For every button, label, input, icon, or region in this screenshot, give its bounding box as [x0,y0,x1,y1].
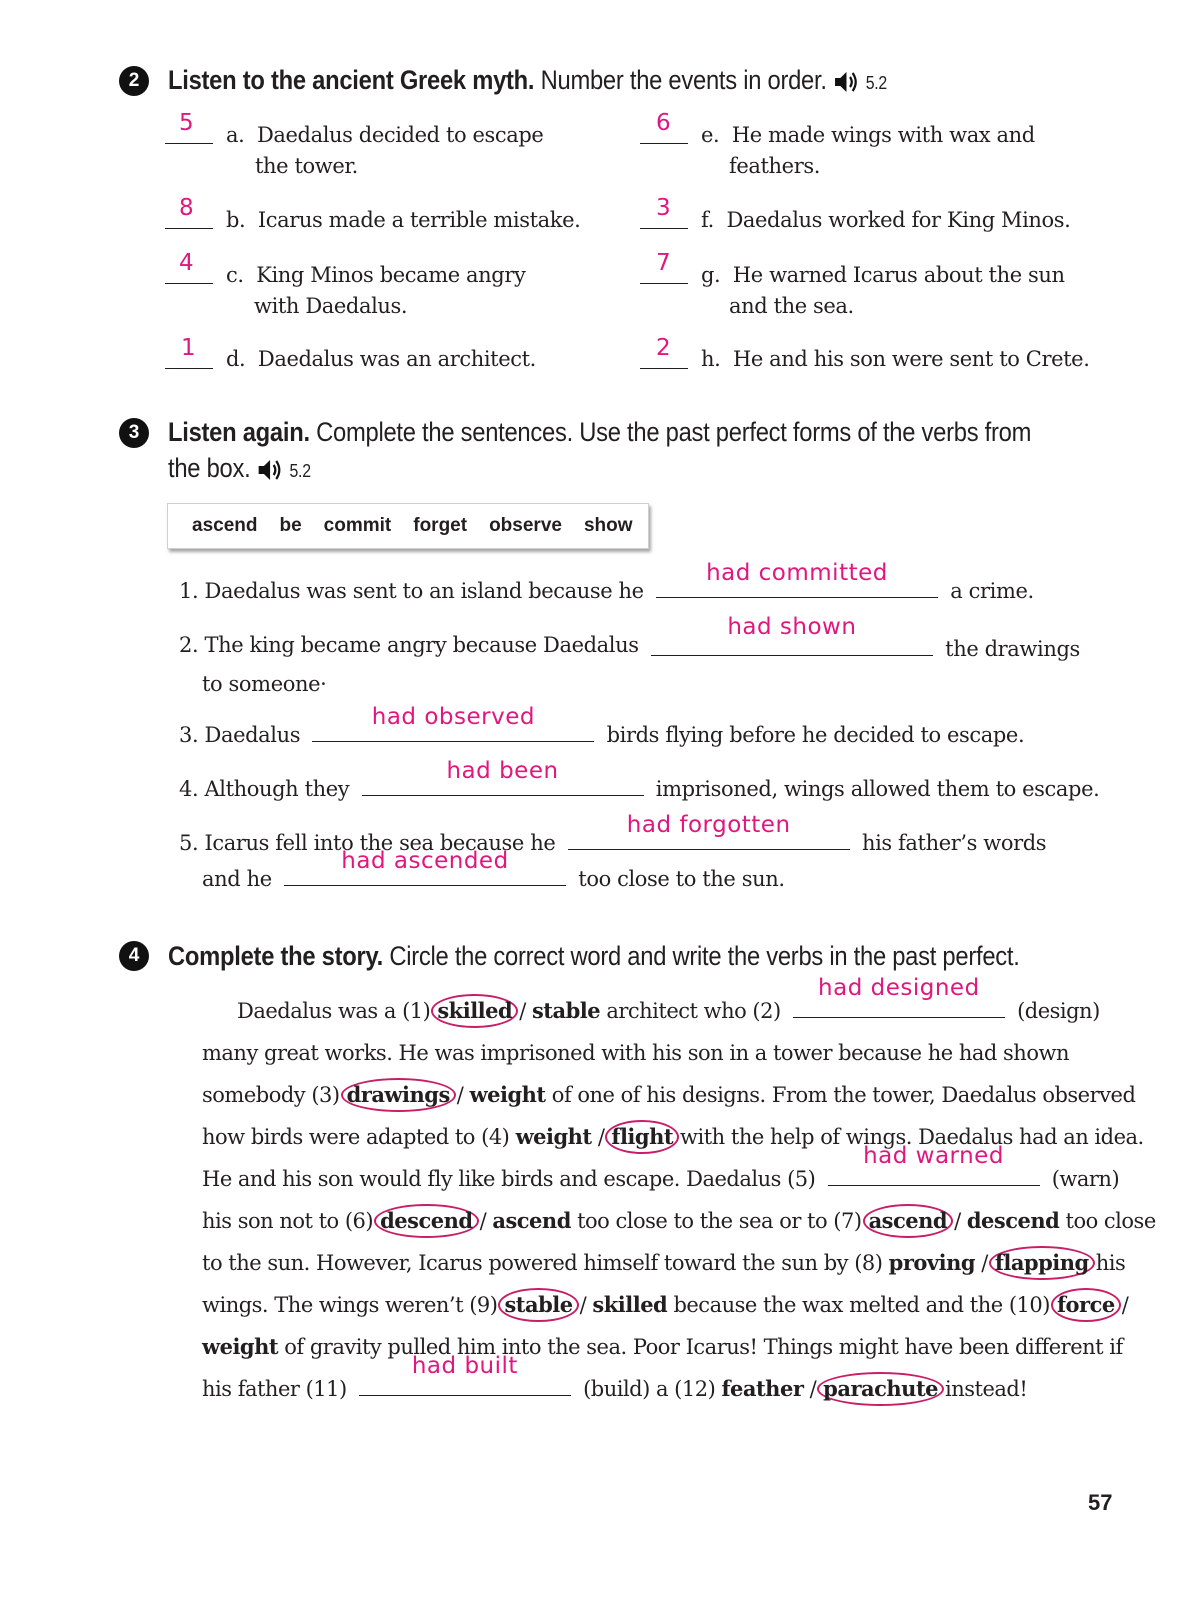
event-item: h. He and his son were sent to Crete. [701,347,1090,371]
option-word[interactable]: weight [202,1334,279,1359]
word-box [167,503,649,549]
option-word[interactable]: skilled [592,1292,668,1317]
circled-word[interactable]: drawings [341,1078,456,1112]
answer-blank[interactable] [640,110,688,144]
handwritten-answer: 7 [656,250,672,276]
handwritten-answer: 4 [179,250,195,276]
title-rest: Complete the sentences. Use the past perfect forms of the verbs from [316,417,1032,447]
exercise-2-badge [119,66,149,96]
word-box-item: ascend [192,515,258,536]
event-item-line2: with Daedalus. [254,294,408,318]
handwritten-answer: had ascended [341,848,509,874]
circled-word[interactable]: flight [605,1120,679,1154]
handwritten-answer: had designed [818,975,980,1001]
exercise-3-title-line2: the box. 5.2 [168,453,311,483]
exercise-4-badge [119,941,149,971]
answer-blank[interactable] [362,758,644,796]
handwritten-answer: had been [446,758,559,784]
circled-word[interactable]: skilled [431,994,518,1028]
audio-speaker-icon[interactable] [833,69,859,95]
event-item-line2: and the sea. [729,294,854,318]
answer-blank[interactable] [640,195,688,229]
circled-word[interactable]: flapping [989,1246,1095,1280]
audio-track-number: 5.2 [289,461,311,481]
answer-blank[interactable] [828,1143,1040,1186]
option-word[interactable]: weight [515,1124,592,1149]
answer-blank[interactable] [165,250,213,284]
circled-word[interactable]: parachute [817,1372,944,1406]
exercise-number: 2 [128,70,140,91]
word-box-item: show [583,515,633,536]
story-line-2: many great works. He was imprisoned with his son in a tower because he had shown [202,1041,1069,1065]
event-item-line2: the tower. [255,154,358,178]
word-box-item: be [279,515,302,536]
handwritten-answer: 2 [656,335,672,361]
title-rest: Number the events in order. [540,65,827,95]
circled-word[interactable]: force [1051,1288,1121,1322]
title-bold: Listen to the ancient Greek myth. [168,65,535,95]
audio-speaker-icon[interactable] [257,457,283,483]
title-rest: Circle the correct word and write the verbs in the past perfect. [389,941,1020,971]
sentence-5-line2: and he had ascended too close to the sun. [202,848,785,891]
story-line-6: his son not to (6) descend / ascend too close to the sea or to (7) ascend / descend too close [202,1200,1156,1242]
sentence-2-line2: to someone· [202,672,327,696]
circled-word[interactable]: ascend [863,1204,954,1238]
answer-blank[interactable] [165,195,213,229]
event-item: b. Icarus made a terrible mistake. [226,208,581,232]
answer-blank[interactable] [568,812,850,850]
sentence-3: 3. Daedalus had observed birds flying before he decided to escape. [179,704,1025,747]
answer-blank[interactable] [640,250,688,284]
exercise-number: 3 [128,422,140,443]
story-line-1: Daedalus was a (1) skilled / stable architect who (2) had designed (design) [237,990,1100,1032]
option-word[interactable]: proving [888,1250,976,1275]
answer-blank[interactable] [359,1353,571,1396]
audio-track-number: 5.2 [865,73,887,93]
word-box-item: observe [489,515,562,536]
circled-word[interactable]: descend [374,1204,478,1238]
option-word[interactable]: ascend [492,1208,571,1233]
exercise-3-badge [119,418,149,448]
handwritten-answer: had warned [863,1143,1004,1169]
event-item: d. Daedalus was an architect. [226,347,536,371]
handwritten-answer: had committed [706,560,888,586]
option-word[interactable]: feather [721,1376,804,1401]
story-line-10: his father (11) had built (build) a (12) feather / parachute instead! [202,1368,1027,1410]
story-line-8: wings. The wings weren’t (9) stable / skilled because the wax melted and the (10) force / [202,1284,1128,1326]
event-item: a. Daedalus decided to escape [226,123,544,147]
title-bold: Complete the story. [168,941,384,971]
exercise-number: 4 [128,945,140,966]
story-line-7: to the sun. However, Icarus powered himself toward the sun by (8) proving / flapping his [202,1242,1125,1284]
handwritten-answer: had built [411,1353,518,1379]
handwritten-answer: 6 [656,110,672,136]
story-line-3: somebody (3) drawings / weight of one of his designs. From the tower, Daedalus observed [202,1074,1135,1116]
story-line-9: weight of gravity pulled him into the sea. Poor Icarus! Things might have been different if [202,1334,1123,1359]
answer-blank[interactable] [284,848,566,886]
handwritten-answer: 1 [181,335,197,361]
option-word[interactable]: weight [469,1082,546,1107]
answer-blank[interactable] [165,110,213,144]
handwritten-answer: 5 [179,110,195,136]
handwritten-answer: had forgotten [626,812,791,838]
event-item-line2: feathers. [729,154,821,178]
answer-blank[interactable] [312,704,594,742]
sentence-1: 1. Daedalus was sent to an island because he had committed a crime. [179,560,1034,603]
circled-word[interactable]: stable [498,1288,578,1322]
answer-blank[interactable] [165,335,213,369]
sentence-2: 2. The king became angry because Daedalus had shown the drawings [179,614,1080,661]
event-item: g. He warned Icarus about the sun [701,263,1065,287]
option-word[interactable]: descend [966,1208,1060,1233]
event-item: f. Daedalus worked for King Minos. [701,208,1071,232]
event-item: e. He made wings with wax and [701,123,1035,147]
title-bold: Listen again. [168,417,310,447]
option-word[interactable]: stable [531,998,601,1023]
handwritten-answer: 3 [656,195,672,221]
answer-blank[interactable] [651,614,933,656]
word-box-item: forget [413,515,468,536]
story-line-5: He and his son would fly like birds and escape. Daedalus (5) had warned (warn) [202,1158,1119,1200]
answer-blank[interactable] [640,335,688,369]
answer-blank[interactable] [656,560,938,598]
sentence-4: 4. Although they had been imprisoned, wings allowed them to escape. [179,758,1100,801]
exercise-2-title [168,64,887,96]
event-item: c. King Minos became angry [226,263,526,287]
sentence-5: 5. Icarus fell into the sea because he had forgotten his father’s words [179,812,1047,855]
story-line-4: how birds were adapted to (4) weight / flight with the help of wings. Daedalus had an idea. [202,1116,1144,1158]
page-number: 57 [1088,1490,1113,1515]
handwritten-answer: had observed [371,704,535,730]
handwritten-answer: 8 [179,195,195,221]
handwritten-answer: had shown [727,614,857,640]
answer-blank[interactable] [793,975,1005,1018]
exercise-3-title [168,416,1031,448]
word-box-item: commit [323,515,392,536]
